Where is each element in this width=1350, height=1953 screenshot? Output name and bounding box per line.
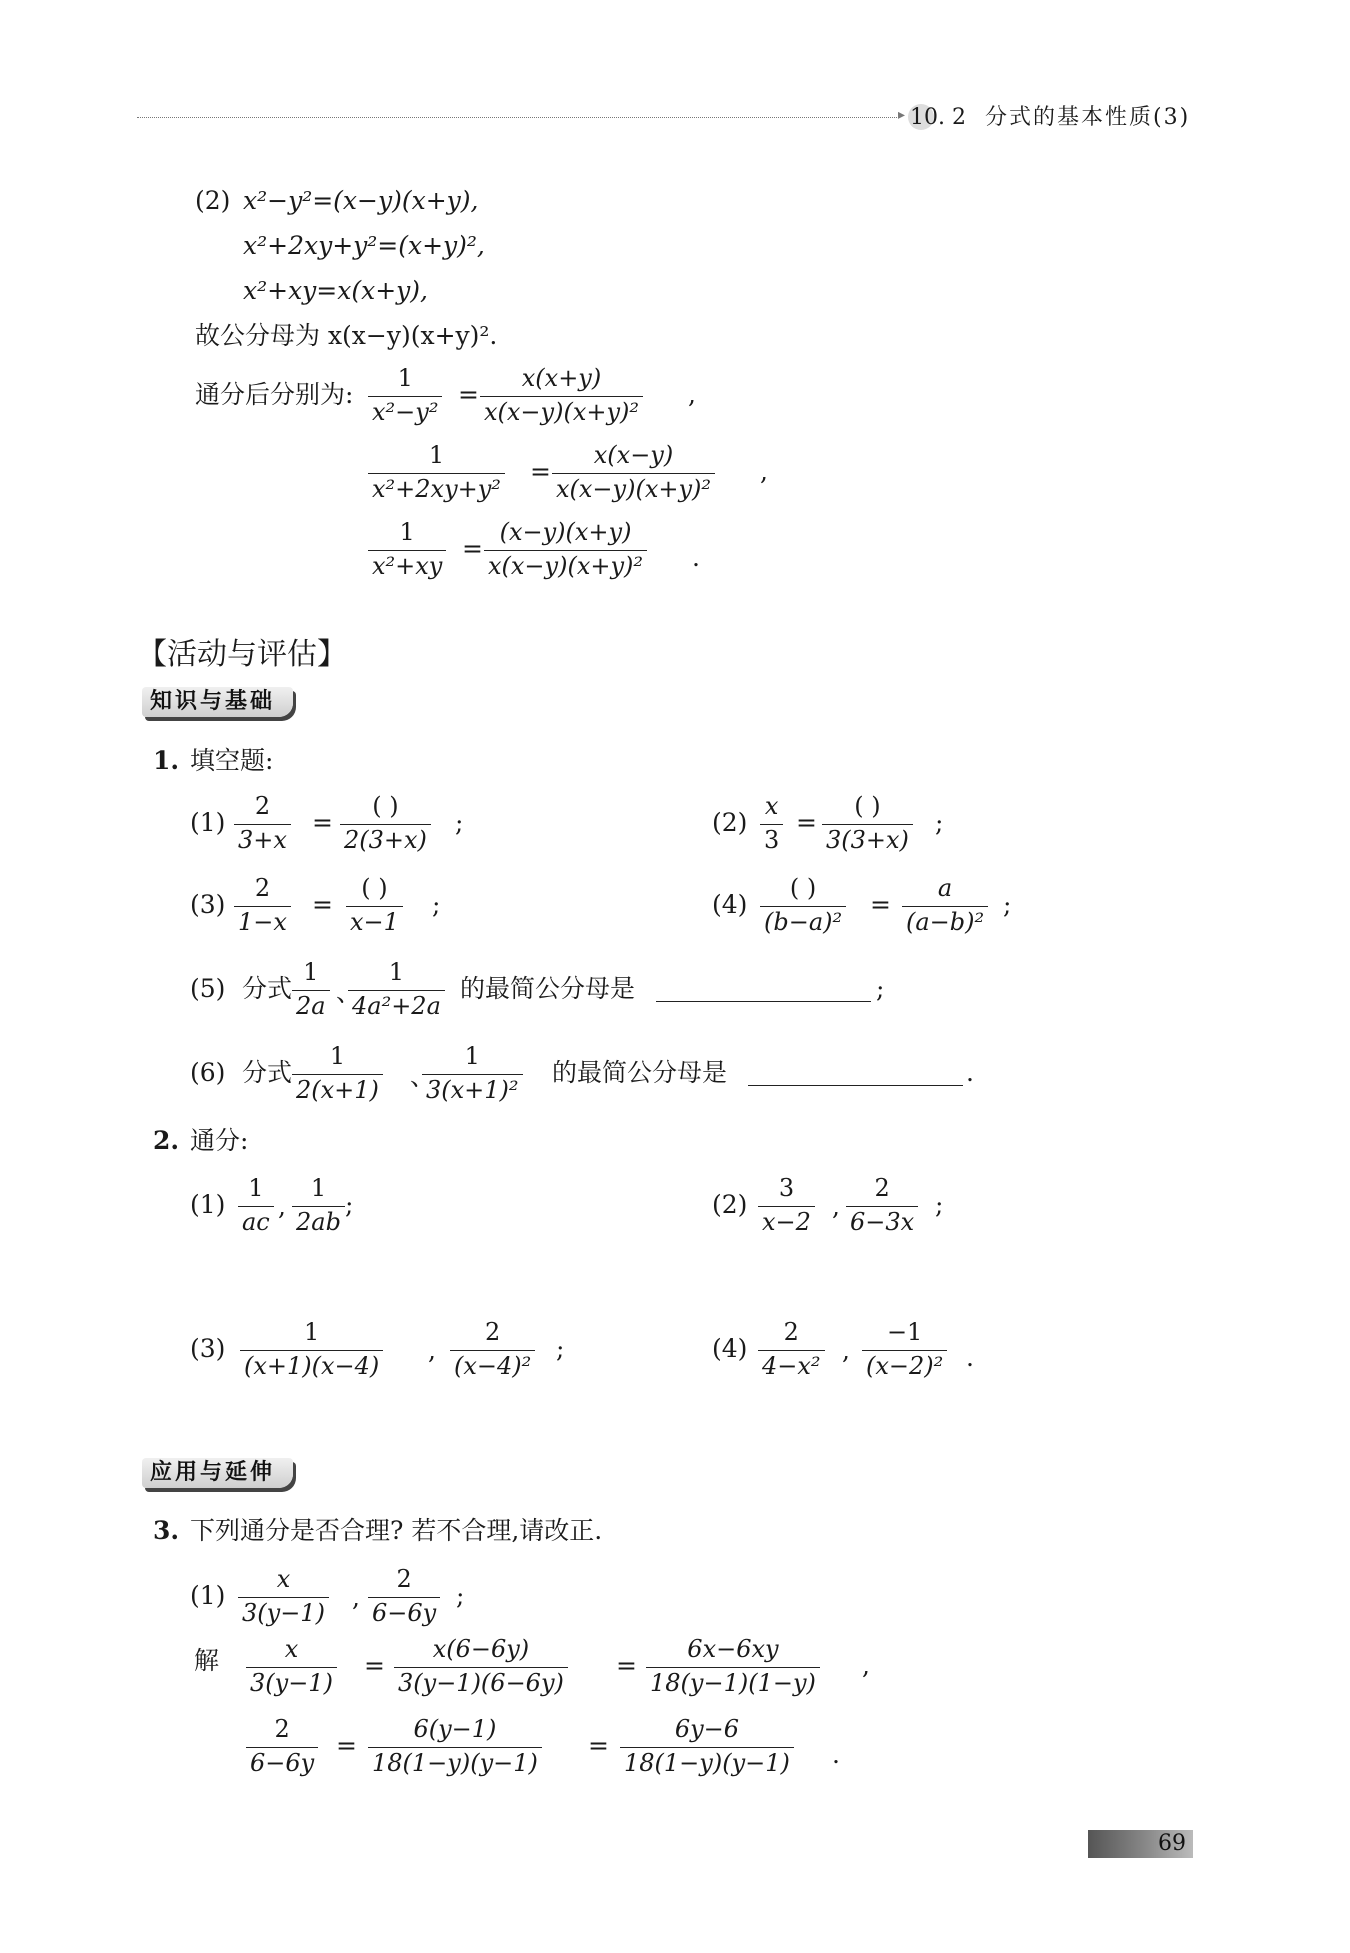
- equals-sign: =: [462, 534, 483, 563]
- q2-p4-frac-1: 2 4−x²: [758, 1319, 825, 1380]
- q1-p6-frac-1: 1 2(x+1): [292, 1043, 383, 1104]
- punctuation: .: [966, 1343, 974, 1372]
- q1-p1-frac-left: 2 3+x: [234, 793, 291, 854]
- q1-p3-frac-left: 2 1−x: [234, 875, 291, 936]
- punctuation: ;: [432, 890, 441, 919]
- q2-p2-label: (2): [712, 1190, 748, 1219]
- header-section-title: 分式的基本性质(3): [985, 105, 1191, 130]
- q2-p1-label: (1): [190, 1190, 226, 1219]
- example-r1-frac-left: 1 x²−y²: [368, 365, 442, 426]
- equals-sign: =: [312, 890, 333, 919]
- q1-p5-answer-blank[interactable]: [656, 1001, 871, 1002]
- q1-p1-label: (1): [190, 808, 226, 837]
- activity-heading: 【活动与评估】: [137, 637, 347, 672]
- q1-p3-label: (3): [190, 890, 226, 919]
- header-rule: [137, 117, 897, 118]
- equals-sign: =: [588, 1731, 609, 1760]
- q1-p6-text: 的最简公分母是: [552, 1058, 728, 1087]
- q1-p6-lead: 分式: [242, 1058, 293, 1087]
- punctuation: ,: [862, 1651, 870, 1680]
- q1-number: 1.: [153, 746, 180, 775]
- punctuation: .: [832, 1740, 840, 1769]
- separator: ,: [832, 1192, 840, 1221]
- equals-sign: =: [458, 380, 479, 409]
- example-lcd-text: 故公分母为 x(x−y)(x+y)².: [195, 321, 498, 350]
- equals-sign: =: [364, 1651, 385, 1680]
- example-part-label: (2): [195, 186, 231, 215]
- q2-p1-frac-1: 1 ac: [238, 1175, 274, 1236]
- q3-s1-frac-3: 6x−6xy 18(y−1)(1−y): [646, 1636, 820, 1697]
- q1-p5-text: 的最简公分母是: [460, 974, 636, 1003]
- punctuation: ;: [1003, 890, 1012, 919]
- punctuation: .: [692, 543, 700, 572]
- q1-p6-answer-blank[interactable]: [748, 1085, 963, 1086]
- q1-p6-frac-2: 1 3(x+1)²: [422, 1043, 523, 1104]
- q1-p2-frac-right: ( ) 3(3+x): [822, 793, 913, 854]
- q1-p4-frac-left: ( ) (b−a)²: [760, 875, 846, 936]
- badge-knowledge-basics: 知识与基础: [142, 687, 293, 717]
- q3-s2-frac-3: 6y−6 18(1−y)(y−1): [620, 1716, 794, 1777]
- q3-text: 下列通分是否合理? 若不合理,请改正.: [190, 1516, 603, 1545]
- separator: ,: [278, 1192, 286, 1221]
- q2-text: 通分:: [190, 1126, 249, 1155]
- equals-sign: =: [616, 1651, 637, 1680]
- q3-p1-label: (1): [190, 1581, 226, 1610]
- punctuation: ,: [688, 380, 696, 409]
- q3-s1-frac-2: x(6−6y) 3(y−1)(6−6y): [394, 1636, 568, 1697]
- q1-text: 填空题:: [190, 746, 274, 775]
- q2-p4-label: (4): [712, 1334, 748, 1363]
- q3-s2-frac-2: 6(y−1) 18(1−y)(y−1): [368, 1716, 542, 1777]
- punctuation: .: [966, 1058, 974, 1087]
- q1-p1-frac-right: ( ) 2(3+x): [340, 793, 431, 854]
- q2-p1-frac-2: 1 2ab: [292, 1175, 345, 1236]
- example-r2-frac-left: 1 x²+2xy+y²: [368, 442, 505, 503]
- q2-p3-frac-1: 1 (x+1)(x−4): [240, 1319, 383, 1380]
- q1-p5-frac-1: 1 2a: [292, 959, 330, 1020]
- punctuation: ;: [876, 974, 885, 1003]
- equals-sign: =: [870, 890, 891, 919]
- separator: 、: [336, 978, 362, 1007]
- example-factor-3: x²+xy=x(x+y),: [243, 276, 428, 305]
- q3-s1-frac-1: x 3(y−1): [246, 1636, 337, 1697]
- q1-p3-frac-right: ( ) x−1: [346, 875, 403, 936]
- equals-sign: =: [796, 808, 817, 837]
- punctuation: ;: [935, 808, 944, 837]
- punctuation: ;: [935, 1190, 944, 1219]
- example-result-lead: 通分后分别为:: [195, 380, 354, 409]
- page-number: 69: [1158, 1831, 1186, 1856]
- q2-p3-label: (3): [190, 1334, 226, 1363]
- q3-p1-frac-1: x 3(y−1): [238, 1566, 329, 1627]
- punctuation: ;: [345, 1190, 354, 1219]
- punctuation: ;: [456, 1581, 465, 1610]
- equals-sign: =: [336, 1731, 357, 1760]
- q1-p4-frac-right: a (a−b)²: [902, 875, 988, 936]
- equals-sign: =: [312, 808, 333, 837]
- punctuation: ,: [760, 457, 768, 486]
- q1-p2-frac-left: x 3: [760, 793, 783, 854]
- example-r3-frac-right: (x−y)(x+y) x(x−y)(x+y)²: [484, 519, 647, 580]
- header-arrow-icon: ▸: [898, 107, 906, 123]
- q3-p1-frac-2: 2 6−6y: [368, 1566, 440, 1627]
- separator: ,: [352, 1583, 360, 1612]
- solution-label: 解: [194, 1646, 220, 1675]
- separator: ,: [842, 1336, 850, 1365]
- q2-p4-frac-2: −1 (x−2)²: [862, 1319, 947, 1380]
- q2-p3-frac-2: 2 (x−4)²: [450, 1319, 535, 1380]
- punctuation: ;: [455, 808, 464, 837]
- example-factor-2: x²+2xy+y²=(x+y)²,: [243, 231, 485, 260]
- q3-number: 3.: [153, 1516, 180, 1545]
- q3-s2-frac-1: 2 6−6y: [246, 1716, 318, 1777]
- q1-p2-label: (2): [712, 808, 748, 837]
- q2-p2-frac-2: 2 6−3x: [846, 1175, 918, 1236]
- header-section-number: 10. 2: [910, 105, 966, 130]
- example-r3-frac-left: 1 x²+xy: [368, 519, 446, 580]
- example-factor-1: x²−y²=(x−y)(x+y),: [243, 186, 479, 215]
- example-r2-frac-right: x(x−y) x(x−y)(x+y)²: [552, 442, 715, 503]
- punctuation: ;: [556, 1334, 565, 1363]
- q1-p6-label: (6): [190, 1058, 226, 1087]
- q2-number: 2.: [153, 1126, 180, 1155]
- q1-p5-label: (5): [190, 974, 226, 1003]
- q1-p5-frac-2: 1 4a²+2a: [348, 959, 445, 1020]
- badge-application-extension: 应用与延伸: [142, 1458, 293, 1488]
- separator: 、: [410, 1062, 436, 1091]
- separator: ,: [428, 1336, 436, 1365]
- q2-p2-frac-1: 3 x−2: [758, 1175, 815, 1236]
- example-r1-frac-right: x(x+y) x(x−y)(x+y)²: [480, 365, 643, 426]
- equals-sign: =: [530, 457, 551, 486]
- q1-p4-label: (4): [712, 890, 748, 919]
- q1-p5-lead: 分式: [242, 974, 293, 1003]
